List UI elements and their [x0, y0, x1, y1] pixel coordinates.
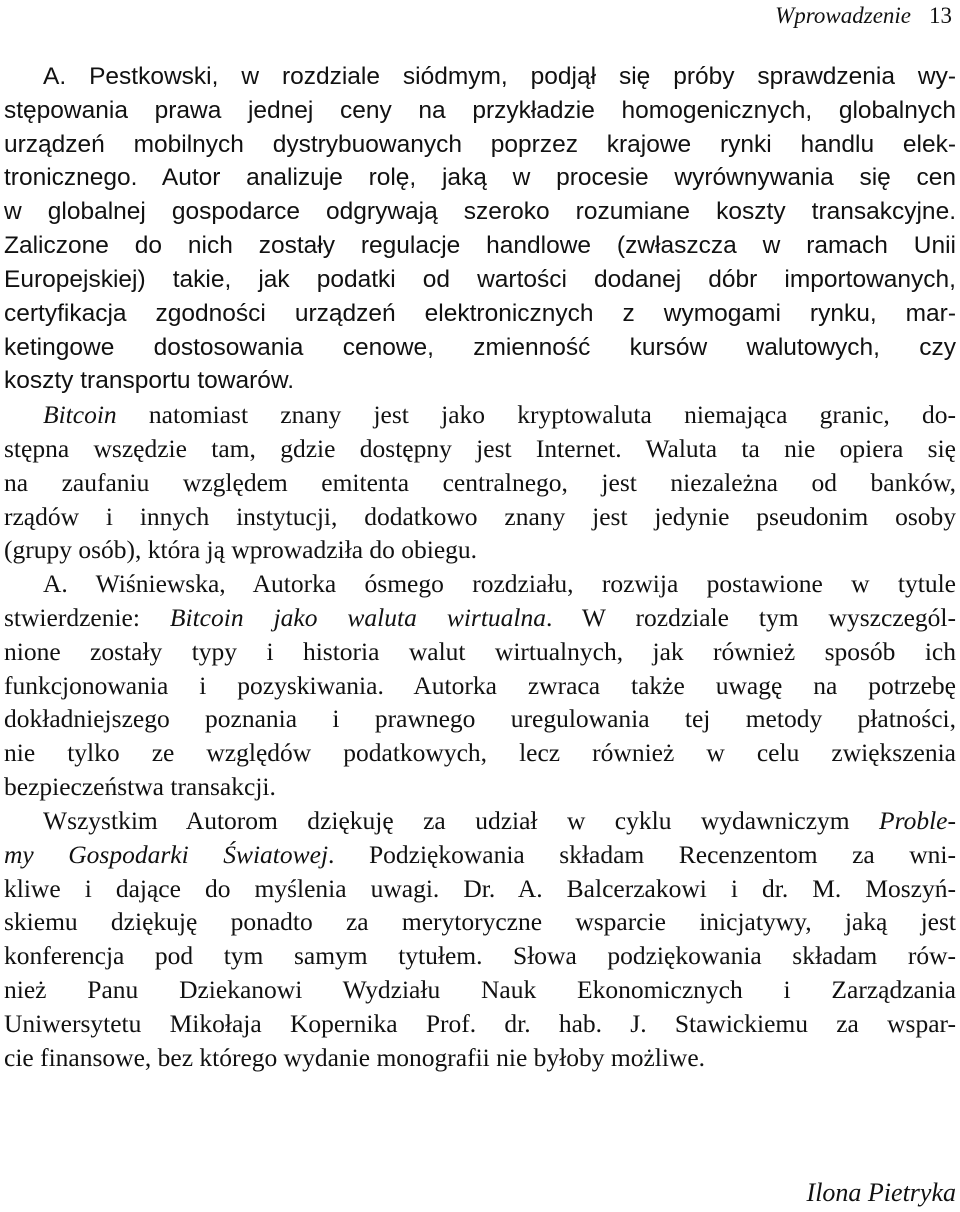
text-line: A. Wiśniewska, Autorka ósmego rozdziału, rozwija postawione w tytule — [43, 569, 956, 599]
text-line: Uniwersytetu Mikołaja Kopernika Prof. dr. hab. J. Stawickiemu za wspar- — [4, 1008, 956, 1038]
text-line: urządzeń mobilnych dystrybuowanych poprzez krajowe rynki handlu elek- — [4, 130, 956, 158]
italic-phrase: Proble- — [879, 805, 956, 835]
italic-phrase: Bitcoin — [43, 400, 117, 430]
text-line: Europejskiej) takie, jak podatki od wartości dodanej dóbr importowanych, — [4, 265, 956, 293]
text-line: dokładniejszego poznania i prawnego uregulowania tej metody płatności, — [4, 704, 956, 734]
text-line: stępna wszędzie tam, gdzie dostępny jest Internet. Waluta ta nie opiera się — [4, 433, 956, 463]
text-line: tronicznego. Autor analizuje rolę, jaką w procesie wyrównywania się cen — [4, 164, 956, 192]
text-line: bezpieczeństwa transakcji. — [4, 772, 276, 802]
text-line: cie finansowe, bez którego wydanie monografii nie byłoby możliwe. — [4, 1042, 706, 1072]
text-line: A. Pestkowski, w rozdziale siódmym, podjął się próby sprawdzenia wy- — [43, 63, 956, 90]
italic-phrase: my Gospodarki Światowej — [4, 839, 329, 869]
text-line — [4, 601, 956, 635]
text-line: ketingowe dostosowania cenowe, zmienność kursów walutowych, czy — [4, 333, 956, 361]
text-line — [4, 838, 956, 872]
text-line — [4, 398, 956, 432]
text-line: skiemu dziękuję ponadto za merytoryczne wsparcie inicjatywy, jaką jest — [4, 907, 956, 937]
text-segment: . W rozdziale tym wyszczegól- — [546, 603, 956, 632]
text-line: kliwe i dające do myślenia uwagi. Dr. A. Balcerzakowi i dr. M. Moszyń- — [4, 873, 956, 903]
text-line: certyfikacja zgodności urządzeń elektronicznych z wymogami rynku, mar- — [4, 299, 956, 327]
text-line: koszty transportu towarów. — [4, 367, 295, 395]
text-segment: . Podziękowania składam Recenzentom za wni- — [328, 839, 956, 869]
text-line: nież Panu Dziekanowi Wydziału Nauk Ekonomicznych i Zarządzania — [4, 974, 956, 1004]
text-line: nie tylko ze względów podatkowych, lecz również w celu zwiększenia — [4, 738, 956, 768]
text-line: konferencja pod tym samym tytułem. Słowa podziękowania składam rów- — [4, 941, 956, 971]
running-header-title: Wprowadzenie — [775, 3, 911, 28]
text-line: Zaliczone do nich zostały regulacje handlowe (zwłaszcza w ramach Unii — [4, 232, 956, 260]
text-line: w globalnej gospodarce odgrywają szeroko rozumiane koszty transakcyjne. — [4, 198, 956, 226]
text-segment: natomiast znany jest jako kryptowaluta niemająca granic, do- — [116, 400, 956, 430]
running-header — [775, 2, 952, 30]
text-segment: stwierdzenie: — [4, 603, 170, 632]
text-line: na zaufaniu względem emitenta centralnego, jest niezależna od banków, — [4, 467, 956, 497]
text-line — [4, 804, 956, 838]
italic-phrase: Bitcoin jako waluta wirtualna — [169, 603, 547, 632]
body-text — [4, 60, 956, 1074]
text-line: funkcjonowania i pozyskiwania. Autorka zwraca także uwagę na potrzebę — [4, 670, 956, 700]
author-signature: Ilona Pietryka — [806, 1178, 956, 1207]
text-line: stępowania prawa jednej ceny na przykładzie homogenicznych, globalnych — [4, 96, 956, 124]
text-line: (grupy osób), która ją wprowadziła do obiegu. — [4, 535, 478, 565]
page-number: 13 — [929, 3, 952, 28]
text-segment: Wszystkim Autorom dziękuję za udział w cyklu wydawniczym — [43, 805, 880, 835]
text-line: rządów i innych instytucji, dodatkowo znany jest jedynie pseudonim osoby — [4, 501, 956, 531]
text-line: nione zostały typy i historia walut wirtualnych, jak również sposób ich — [4, 636, 956, 666]
